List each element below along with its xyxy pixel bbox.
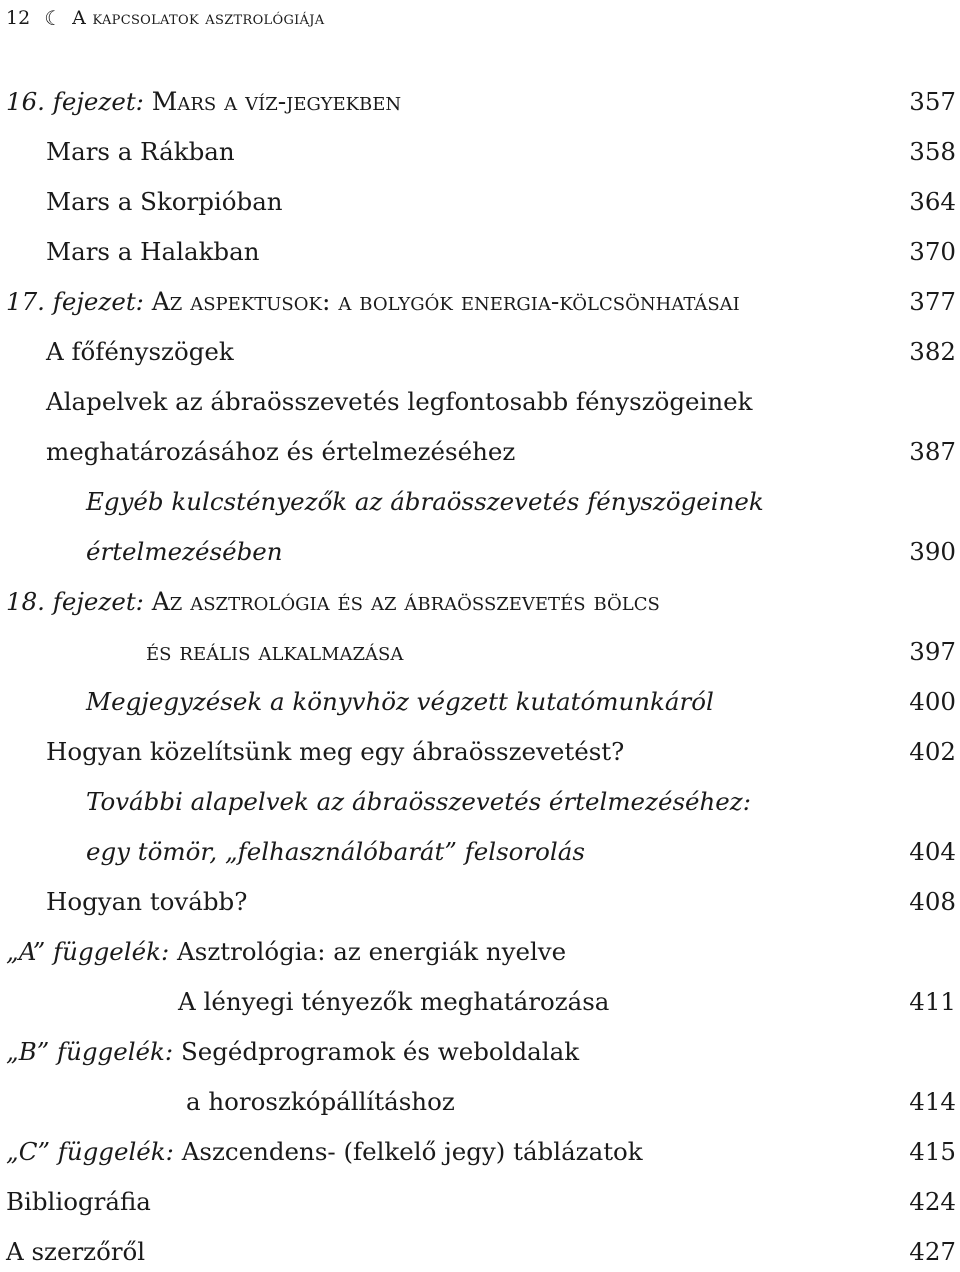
toc-entry-title [6,82,401,122]
toc-entry-text: A szerzőről [6,1237,146,1266]
toc-entry [0,632,960,672]
toc-entry-title [6,1132,643,1172]
toc-page-number: 411 [909,987,956,1016]
toc-entry-title [46,182,283,222]
toc-entry [0,1082,960,1122]
toc-entry-text: meghatározásához és értelmezéséhez [46,437,516,466]
crescent-moon-icon: ☾ [44,6,63,30]
toc-page-number: 387 [909,437,956,466]
toc-entry-title [46,332,234,372]
toc-entry-text: „C” függelék: [6,1137,182,1166]
toc-entry-title [86,832,585,872]
toc-entry-title [6,1232,145,1272]
toc-entry [0,1232,960,1272]
toc-page-number: 358 [909,137,956,166]
toc-entry-title [146,632,403,672]
toc-entry [0,932,960,972]
toc-page-number: 424 [909,1187,956,1216]
toc-entry-text: egy tömör, „felhasználóbarát” felsorolás [86,837,585,866]
toc-entry [0,582,960,622]
toc-entry-text: Alapelvek az ábraösszevetés legfontosabb fényszögeinek [46,387,753,416]
toc-entry-text: Mars a Halakban [46,237,260,266]
toc-entry-text: A főfényszögek [46,337,234,366]
toc-entry [0,332,960,372]
toc-entry-text: „B” függelék: [6,1037,181,1066]
toc-entry-text: 16. fejezet: [6,87,152,116]
toc-entry-text: és reális alkalmazása [146,637,404,666]
toc-entry-title [46,882,247,922]
toc-entry-text: Mars a Rákban [46,137,235,166]
toc-page-number: 370 [909,237,956,266]
toc-entry-text: „A” függelék: [6,937,178,966]
toc-entry-text: A lényegi tényezők meghatározása [178,987,610,1016]
toc-entry [0,482,960,522]
toc-entry [0,82,960,122]
toc-page-number: 397 [909,637,956,666]
toc-entry-title [46,382,753,422]
toc-entry-title [46,132,235,172]
toc-entry-title [6,932,566,972]
toc-entry-text: Egyéb kulcstényezők az ábraösszevetés fényszögeinek [86,487,764,516]
toc-page-number: 364 [909,187,956,216]
toc-entry-title [6,582,660,622]
toc-entry [0,182,960,222]
toc-entry-text: Megjegyzések a könyvhöz végzett kutatómunkáról [86,687,714,716]
toc-entry-text: Az aspektusok: a bolygók energia-kölcsönhatásai [151,287,740,316]
toc-entry-text: További alapelvek az ábraösszevetés értelmezéséhez: [86,787,751,816]
toc-entry-text: 17. fejezet: [6,287,152,316]
toc-page-number: 414 [909,1087,956,1116]
toc-entry-title [46,432,515,472]
toc-entry [0,282,960,322]
toc-entry [0,882,960,922]
toc-entry-title [6,1032,579,1072]
toc-entry [0,432,960,472]
toc-entry-title [86,482,764,522]
toc-entry [0,382,960,422]
toc-entry [0,232,960,272]
toc-entry-text: Mars a Skorpióban [46,187,283,216]
toc-entry [0,982,960,1022]
toc-entry-title [6,1182,151,1222]
toc-page-number: 377 [909,287,956,316]
toc-entry [0,832,960,872]
toc-page-number: 402 [909,737,956,766]
toc-entry-title [178,982,609,1022]
toc-entry-title [6,282,740,322]
toc-entry [0,1132,960,1172]
running-title: A kapcsolatok asztrológiája [72,7,325,29]
toc-page-number: 390 [909,537,956,566]
toc-entry-text: Bibliográfia [6,1187,151,1216]
toc-entry-text: értelmezésében [86,537,283,566]
toc-page-number: 404 [909,837,956,866]
toc-page-number: 382 [909,337,956,366]
toc-entry-text: a horoszkópállításhoz [186,1087,455,1116]
page-number: 12 [6,7,31,29]
toc-entry [0,532,960,572]
toc-page-number: 427 [909,1237,956,1266]
toc-page-number: 400 [909,687,956,716]
toc-entry [0,1182,960,1222]
toc-entry [0,732,960,772]
toc-entry-title [86,782,751,822]
toc-entry [0,682,960,722]
toc-entry-title [186,1082,455,1122]
toc-page-number: 415 [909,1137,956,1166]
toc-entry [0,1032,960,1072]
toc-entry-text: Mars a víz-jegyekben [151,87,402,116]
toc-entry-title [46,732,624,772]
toc-entry-text: Asztrológia: az energiák nyelve [177,937,567,966]
toc-entry-text: 18. fejezet: [6,587,152,616]
toc-entry-title [46,232,260,272]
toc-entry-title [86,682,714,722]
toc-entry-text: Az asztrológia és az ábraösszevetés bölcs [151,587,660,616]
toc-page-number: 357 [909,87,956,116]
toc-entry-title [86,532,283,572]
toc-entry-text: Hogyan közelítsünk meg egy ábraösszevetést? [46,737,625,766]
toc-entry [0,782,960,822]
toc-entry-text: Segédprogramok és weboldalak [180,1037,580,1066]
toc-entry-text: Hogyan tovább? [46,887,248,916]
toc-entry-text: Aszcendens- (felkelő jegy) táblázatok [181,1137,643,1166]
toc-entry [0,132,960,172]
toc-page-number: 408 [909,887,956,916]
